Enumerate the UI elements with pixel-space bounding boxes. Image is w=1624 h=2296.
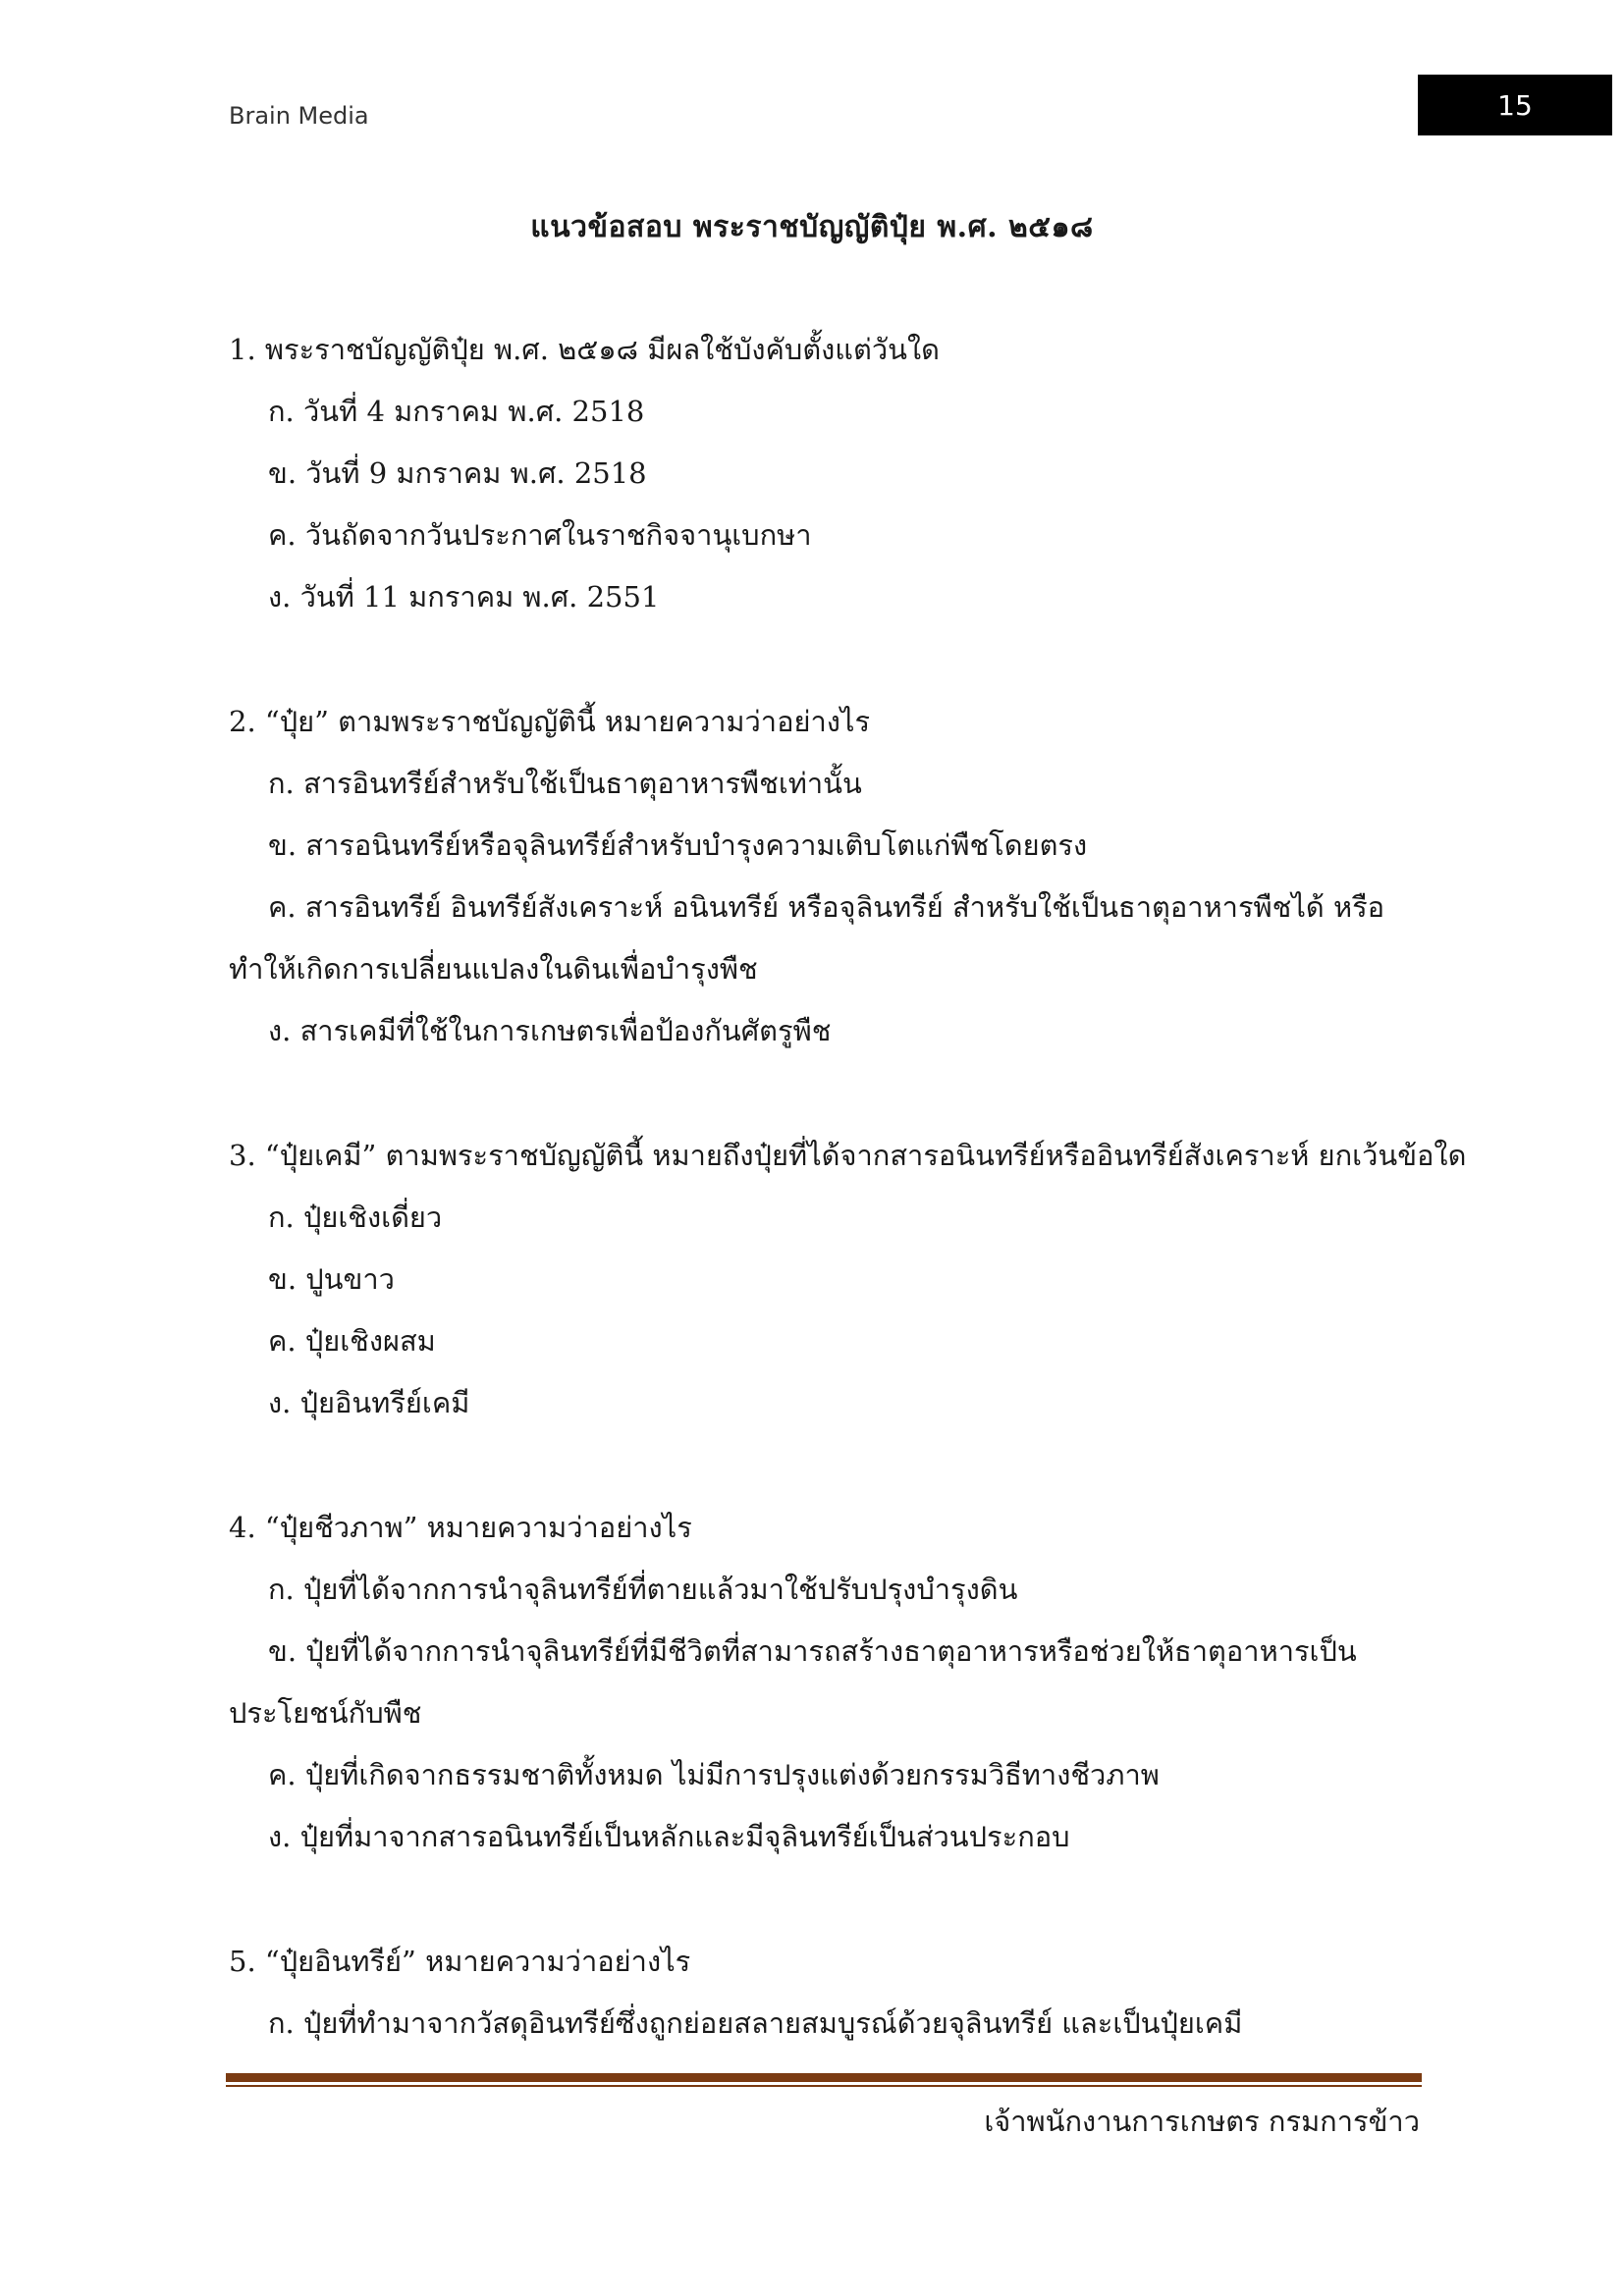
question-text: 4. “ปุ๋ยชีวภาพ” หมายความว่าอย่างไร <box>229 1511 692 1544</box>
option-d: ง. วันที่ 11 มกราคม พ.ศ. 2551 <box>268 580 660 614</box>
question-1 <box>229 319 1427 628</box>
page-number-box <box>1418 75 1612 135</box>
option-c: ค. สารอินทรีย์ อินทรีย์สังเคราะห์ อนินทรีย์ หรือจุลินทรีย์ สำหรับใช้เป็นธาตุอาหารพืชได้ หรือทำให้เกิดการเปลี่ยนแปลงในดินเพื่อบำรุงพืช <box>229 890 1385 986</box>
page-title: แนวข้อสอบ พระราชบัญญัติปุ๋ย พ.ศ. ๒๕๑๘ <box>530 210 1094 244</box>
question-2 <box>229 691 1427 1062</box>
option-b: ข. ปูนขาว <box>268 1262 395 1296</box>
footer-text: เจ้าพนักงานการเกษตร กรมการข้าว <box>984 2105 1420 2138</box>
question-5 <box>229 1931 1427 2055</box>
question-text: 3. “ปุ๋ยเคมี” ตามพระราชบัญญัตินี้ หมายถึงปุ๋ยที่ได้จากสารอนินทรีย์หรืออินทรีย์สังเคราะห์ ยกเว้นข้อใด <box>229 1139 1467 1172</box>
question-list <box>229 319 1467 2117</box>
option-d: ง. ปุ๋ยที่มาจากสารอนินทรีย์เป็นหลักและมีจุลินทรีย์เป็นส่วนประกอบ <box>268 1820 1070 1853</box>
option-c: ค. ปุ๋ยที่เกิดจากธรรมชาติทั้งหมด ไม่มีการปรุงแต่งด้วยกรรมวิธีทางชีวภาพ <box>268 1758 1160 1791</box>
option-a: ก. ปุ๋ยเชิงเดี่ยว <box>268 1201 443 1234</box>
option-b: ข. วันที่ 9 มกราคม พ.ศ. 2518 <box>268 456 647 490</box>
option-a: ก. สารอินทรีย์สำหรับใช้เป็นธาตุอาหารพืชเท่านั้น <box>268 767 862 800</box>
question-text: 2. “ปุ๋ย” ตามพระราชบัญญัตินี้ หมายความว่าอย่างไร <box>229 705 871 738</box>
header-brand: Brain Media <box>229 102 369 130</box>
question-3 <box>229 1125 1467 1434</box>
option-d: ง. สารเคมีที่ใช้ในการเกษตรเพื่อป้องกันศัตรูพืช <box>268 1014 832 1047</box>
option-a: ก. วันที่ 4 มกราคม พ.ศ. 2518 <box>268 395 645 428</box>
question-text: 1. พระราชบัญญัติปุ๋ย พ.ศ. ๒๕๑๘ มีผลใช้บังคับตั้งแต่วันใด <box>229 333 940 366</box>
option-c: ค. วันถัดจากวันประกาศในราชกิจจานุเบกษา <box>268 518 812 552</box>
option-a: ก. ปุ๋ยที่ทำมาจากวัสดุอินทรีย์ซึ่งถูกย่อยสลายสมบูรณ์ด้วยจุลินทรีย์ และเป็นปุ๋ยเคมี <box>268 2006 1243 2040</box>
question-4 <box>229 1497 1427 1868</box>
footer-rule-thin <box>226 2085 1422 2087</box>
footer-rule <box>226 2073 1422 2082</box>
option-a: ก. ปุ๋ยที่ได้จากการนำจุลินทรีย์ที่ตายแล้วมาใช้ปรับปรุงบำรุงดิน <box>268 1573 1018 1606</box>
question-text: 5. “ปุ๋ยอินทรีย์” หมายความว่าอย่างไร <box>229 1945 691 1978</box>
option-d: ง. ปุ๋ยอินทรีย์เคมี <box>268 1386 470 1419</box>
option-b: ข. ปุ๋ยที่ได้จากการนำจุลินทรีย์ที่มีชีวิตที่สามารถสร้างธาตุอาหารหรือช่วยให้ธาตุอาหารเป็นประโยชน์กับพืช <box>229 1634 1357 1730</box>
option-c: ค. ปุ๋ยเชิงผสม <box>268 1324 436 1358</box>
option-b: ข. สารอนินทรีย์หรือจุลินทรีย์สำหรับบำรุงความเติบโตแก่พืชโดยตรง <box>268 828 1088 862</box>
page-number: 15 <box>1497 88 1533 122</box>
